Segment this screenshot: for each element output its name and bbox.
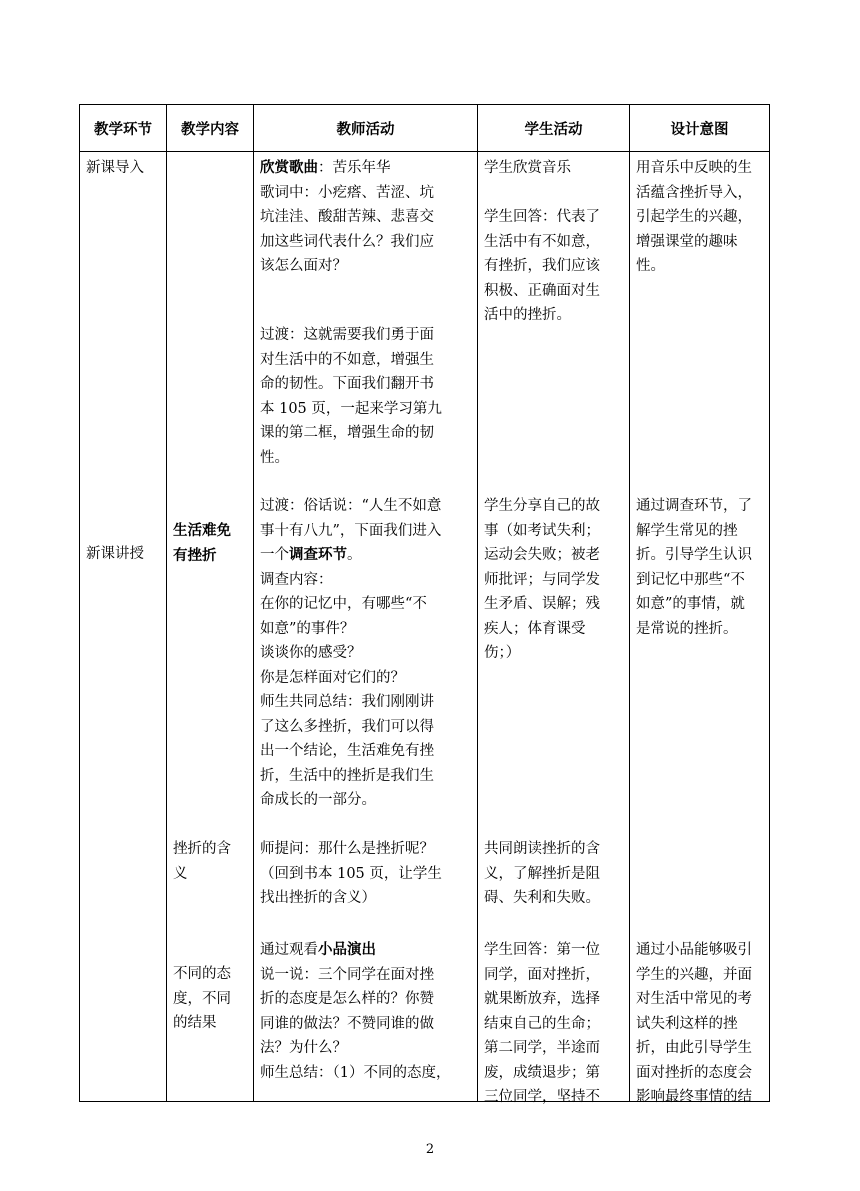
transition-block-1: 过渡：这就需要我们勇于面 对生活中的不如意，增强生 命的韧性。下面我们翻开书 本 105 页，一起来学习第九 课的第二框，增强生命的韧 性。: [260, 327, 442, 466]
header-teaching-content: 教学内容: [167, 105, 254, 152]
survey-block: 过渡：俗话说：“人生不如意 事十有八九”，下面我们进入 一个调查环节。 调查内容： 在你的记忆中，有哪些“不 如意”的事件？ 谈谈你的感受？ 你是怎样面对它们的？ 师生共同总结：我们刚刚讲 了这么多挫折，我们可以得 出一个结论，生活难免有挫 折，生活中的挫折是我们生 命成长的一部分。: [260, 498, 442, 808]
design-intent-cell: [630, 152, 770, 1105]
topic-setbacks-inevitable: 生活难免 有挫折: [173, 522, 231, 564]
table-body-row: [80, 152, 770, 1102]
survey-label: 调查环节: [289, 546, 347, 563]
content-cell: [167, 152, 254, 1102]
topic-different-attitudes: 不同的态 度，不同 的结果: [173, 966, 231, 1031]
teacher-activity-cell: [254, 152, 478, 1102]
song-label: 欣赏歌曲: [260, 159, 318, 176]
stage-cell: [80, 152, 167, 1102]
student-listen-block: 学生欣赏音乐: [484, 160, 571, 176]
topic-meaning-of-setback: 挫折的含 义: [173, 841, 231, 882]
intent-block-2: 通过调查环节，了 解学生常见的挫 折。引导学生认识 到记忆中那些“不 如意”的事情，就 是常说的挫折。: [636, 498, 752, 637]
header-design-intent: 设计意图: [630, 105, 770, 152]
skit-block: 通过观看小品演出 说一说：三个同学在面对挫 折的态度是怎么样的？你赞 同谁的做法？不赞同谁的做 法？为什么？: [260, 941, 434, 1056]
summary-block: 师生总结：（1）不同的态度，: [260, 1065, 451, 1081]
stage-intro: 新课导入: [86, 160, 144, 176]
question-block: 师提问：那什么是挫折呢？ （回到书本 105 页，让学生 找出挫折的含义）: [260, 841, 442, 906]
student-activity-cell: [478, 152, 630, 1105]
intent-block-3: 通过小品能够吸引 学生的兴趣，并面 对生活中常见的考 试失利这样的挫 折，由此引导学生 面对挫折的态度会 影响最终事情的结: [636, 942, 752, 1105]
intent-block-1: 用音乐中反映的生 活蕴含挫折导入， 引起学生的兴趣， 增强课堂的趣味 性。: [636, 160, 752, 274]
song-appreciation-block: 欣赏歌曲：苦乐年华 歌词中：小疙瘩、苦涩、坑 坑洼洼、酸甜苦辣、悲喜交 加这些词代表什么？我们应 该怎么面对？: [260, 159, 434, 274]
student-answer-block-1: 学生回答：代表了 生活中有不如意， 有挫折，我们应该 积极、正确面对生 活中的挫折。: [484, 209, 600, 323]
student-answer-block-2: 学生回答：第一位 同学，面对挫折， 就果断放弃，选择 结束自己的生命； 第二同学，半途而 废，成绩退步；第 三位同学，坚持不: [484, 942, 600, 1105]
skit-label: 小品演出: [318, 941, 376, 958]
header-teacher-activity: 教师活动: [254, 105, 478, 152]
header-teaching-stage: 教学环节: [80, 105, 167, 152]
student-read-block: 共同朗读挫折的含 义，了解挫折是阻 碍、失利和失败。: [484, 841, 600, 906]
header-student-activity: 学生活动: [478, 105, 630, 152]
student-share-block: 学生分享自己的故 事（如考试失利； 运动会失败；被老 师批评；与同学发 生矛盾、误解；残 疾人；体育课受 伤；）: [484, 498, 600, 661]
page-number: 2: [425, 1142, 435, 1157]
table-header-row: [80, 105, 770, 152]
lesson-plan-table: [79, 104, 770, 1105]
stage-lecture: 新课讲授: [86, 546, 144, 562]
